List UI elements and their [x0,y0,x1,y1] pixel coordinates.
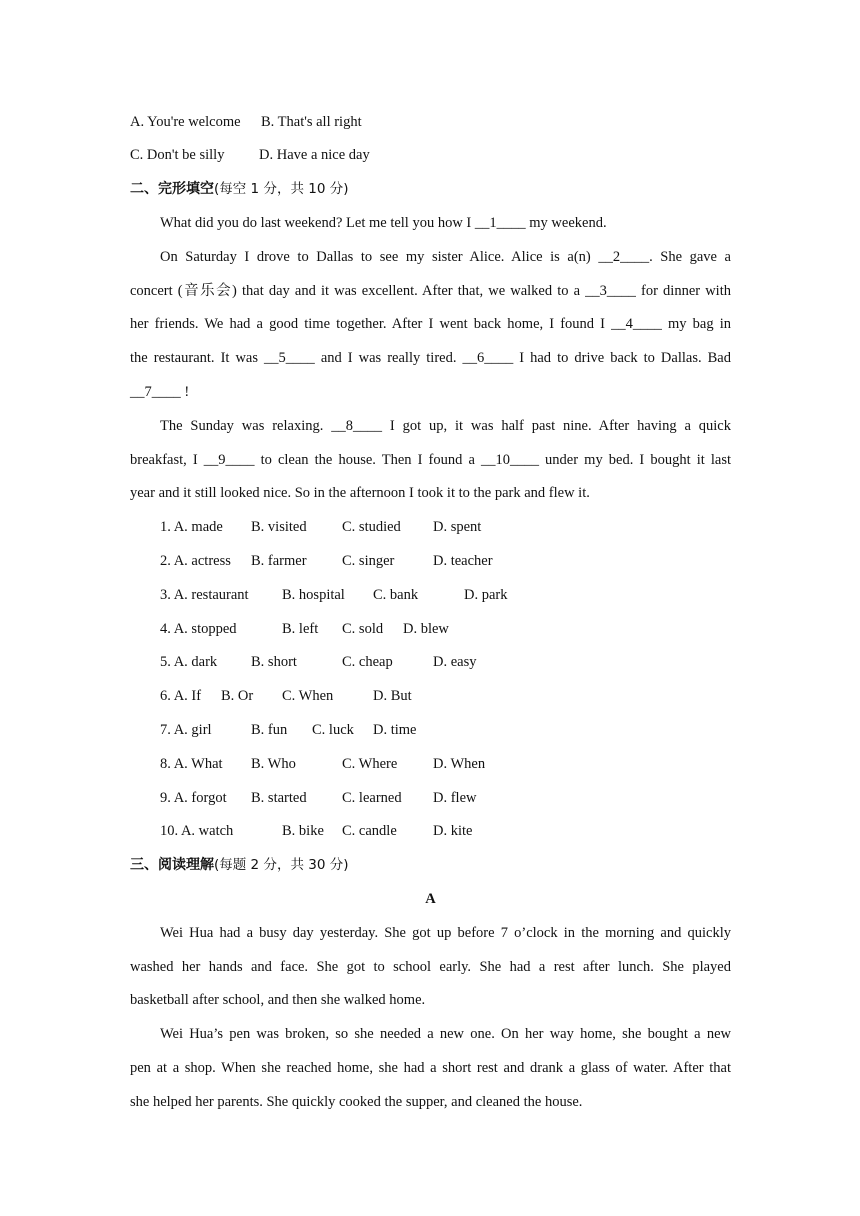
option-c: C. singer [342,553,395,569]
option-c: C. bank [373,587,419,603]
option-d: D. When [433,756,486,772]
option-c: C. sold [342,621,384,637]
section-2-title: 二、完形填空 [130,181,214,197]
option-a: A. You're welcome [130,114,241,130]
cloze-paragraph-2-line-4: the restaurant. It was __5____ and I was really tired. __6____ I had to drive back to Dallas. Bad [130,350,731,366]
cloze-paragraph-3-line-2: breakfast, I __9____ to clean the house. Then I found a __10____ under my bed. I bought it last [130,452,731,468]
option-d: D. kite [433,823,473,839]
option-a: 5. A. dark [160,654,218,670]
option-b: B. farmer [251,553,307,569]
option-a: 10. A. watch [160,823,234,839]
option-d: D. teacher [433,553,493,569]
option-d: D. But [373,688,412,704]
option-c: C. Where [342,756,398,772]
passage-a-paragraph-1-line-1: Wei Hua had a busy day yesterday. She got up before 7 o’clock in the morning and quickly [160,925,731,941]
option-c: C. cheap [342,654,393,670]
option-c: C. studied [342,519,401,535]
option-b: B. bike [282,823,324,839]
passage-a-paragraph-2-line-3: she helped her parents. She quickly cooked the supper, and cleaned the house. [130,1094,583,1110]
option-c: C. Don't be silly [130,147,225,163]
cloze-paragraph-3-line-3: year and it still looked nice. So in the afternoon I took it to the park and flew it. [130,485,590,501]
option-d: D. spent [433,519,482,535]
option-b: B. hospital [282,587,345,603]
option-d: D. easy [433,654,477,670]
option-b: B. left [282,621,319,637]
option-b: B. started [251,790,307,806]
option-d: D. blew [403,621,449,637]
option-a: 8. A. What [160,756,223,772]
option-c: C. candle [342,823,397,839]
option-b: B. visited [251,519,307,535]
option-b: B. Who [251,756,296,772]
option-d: D. flew [433,790,477,806]
passage-a-paragraph-1-line-2: washed her hands and face. She got to school early. She had a rest after lunch. She played [130,959,731,975]
passage-a-paragraph-1-line-3: basketball after school, and then she walked home. [130,992,426,1008]
passage-a-paragraph-2-line-2: pen at a shop. When she reached home, she had a short rest and drank a glass of water. After that [130,1060,731,1076]
option-a: 9. A. forgot [160,790,227,806]
cloze-paragraph-3-line-1: The Sunday was relaxing. __8____ I got up, it was half past nine. After having a quick [160,418,731,434]
option-d: D. park [464,587,508,603]
option-a: 1. A. made [160,519,223,535]
option-d: D. Have a nice day [259,147,370,163]
passage-a-label: A [425,891,436,907]
option-b: B. short [251,654,297,670]
option-c: C. learned [342,790,402,806]
cloze-paragraph-2-line-5: __7____ ! [130,384,190,400]
option-a: 7. A. girl [160,722,212,738]
option-c: C. When [282,688,334,704]
option-a: 2. A. actress [160,553,231,569]
cloze-paragraph-2-line-2: concert (音乐会) that day and it was excellent. After that, we walked to a __3____ for dinner with [130,283,731,299]
option-a: 4. A. stopped [160,621,237,637]
option-c: C. luck [312,722,354,738]
section-3-note: (每题 2 分，共 30 分) [214,857,349,873]
section-2-note: (每空 1 分，共 10 分) [214,181,349,197]
option-b: B. fun [251,722,288,738]
option-a: 3. A. restaurant [160,587,249,603]
option-d: D. time [373,722,417,738]
cloze-paragraph-2-line-1: On Saturday I drove to Dallas to see my sister Alice. Alice is a(n) __2____. She gave a [160,249,731,265]
cloze-paragraph-2-line-3: her friends. We had a good time together. After I went back home, I found I __4____ my bag in [130,316,731,332]
section-3-title: 三、阅读理解 [130,857,214,873]
option-a: 6. A. If [160,688,202,704]
cloze-paragraph-1: What did you do last weekend? Let me tell you how I __1____ my weekend. [160,215,607,231]
option-b: B. That's all right [261,114,362,130]
section-3-heading [130,855,731,875]
option-b: B. Or [221,688,254,704]
section-2-heading [130,179,731,199]
passage-a-paragraph-2-line-1: Wei Hua’s pen was broken, so she needed a new one. On her way home, she bought a new [160,1026,731,1042]
